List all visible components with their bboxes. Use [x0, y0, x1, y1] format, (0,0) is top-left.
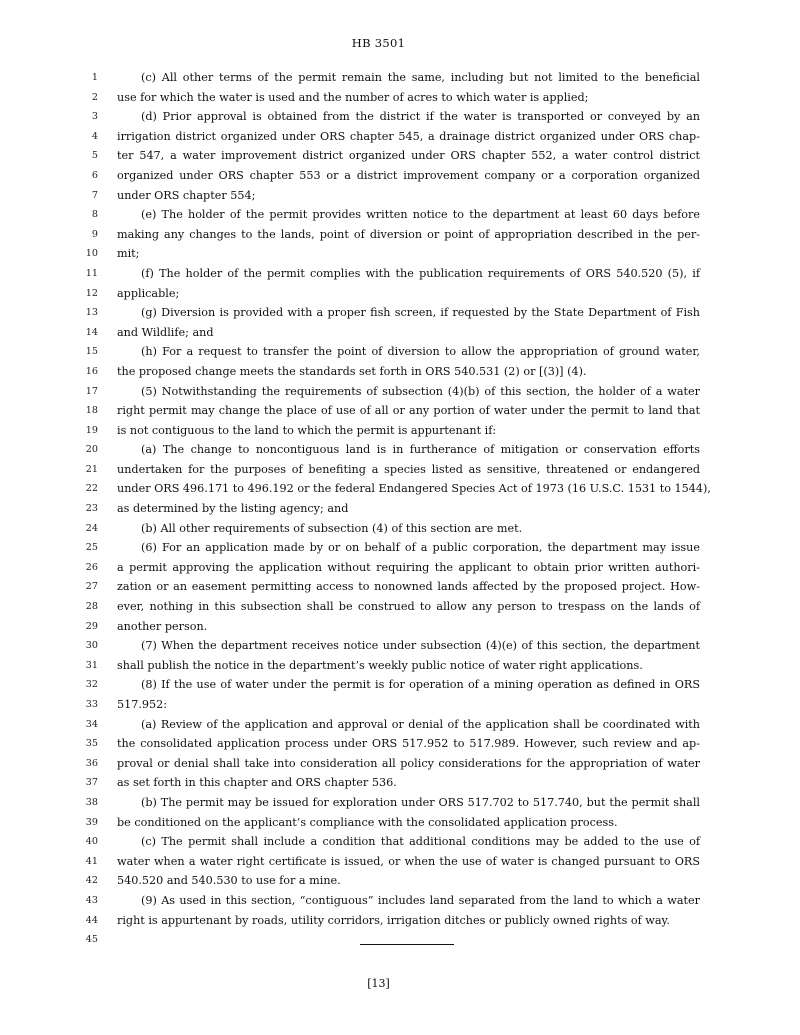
- line-number: 11: [85, 267, 98, 279]
- bill-line: [60, 715, 700, 735]
- bill-line: [60, 68, 700, 88]
- line-text: 540.520 and 540.530 to use for a mine.: [117, 874, 341, 888]
- line-number: 3: [91, 111, 98, 123]
- line-number: 40: [85, 836, 98, 848]
- bill-line: [60, 264, 700, 284]
- bill-line: [60, 284, 700, 304]
- line-text: a permit approving the application without requiring the applicant to obtain prior written authori-: [117, 560, 700, 574]
- bill-line: [60, 675, 700, 695]
- line-number: 19: [85, 424, 98, 436]
- bill-line: [60, 440, 700, 460]
- line-text: (e) The holder of the permit provides written notice to the department at least 60 days before: [141, 208, 700, 222]
- line-text: applicable;: [117, 286, 180, 300]
- end-of-text-rule: [360, 944, 454, 945]
- line-number: 43: [85, 894, 98, 906]
- line-text: (c) All other terms of the permit remain the same, including but not limited to the beneficial: [141, 71, 700, 84]
- bill-line: [60, 871, 700, 891]
- line-text: (8) If the use of water under the permit is for operation of a mining operation as defined in ORS: [141, 678, 700, 692]
- line-number: 31: [85, 659, 98, 671]
- bill-line: [60, 519, 700, 539]
- line-number: 21: [85, 463, 98, 475]
- line-number: 37: [85, 777, 98, 789]
- bill-line: [60, 146, 700, 166]
- line-number: 20: [85, 444, 98, 456]
- line-number: 15: [85, 346, 98, 358]
- line-number: 13: [85, 307, 98, 319]
- bill-line: [60, 577, 700, 597]
- bill-line: [60, 88, 700, 108]
- bill-line: [60, 695, 700, 715]
- bill-line: [60, 225, 700, 245]
- line-number: 12: [85, 287, 98, 299]
- line-number: 5: [91, 150, 98, 162]
- bill-line: [60, 597, 700, 617]
- bill-line: [60, 734, 700, 754]
- bill-line: [60, 617, 700, 637]
- line-text: irrigation district organized under ORS chapter 545, a drainage district organized under ORS chap-: [117, 129, 700, 143]
- line-number: 38: [85, 796, 98, 808]
- bill-line: [60, 323, 700, 343]
- line-number: 28: [85, 601, 98, 613]
- line-text: use for which the water is used and the number of acres to which water is applied;: [117, 90, 589, 104]
- line-number: 4: [91, 130, 98, 142]
- bill-line: [60, 656, 700, 676]
- line-number: 8: [91, 209, 98, 221]
- line-text: (7) When the department receives notice under subsection (4)(e) of this section, the department: [141, 639, 700, 653]
- line-text: (c) The permit shall include a condition that additional conditions may be added to the use of: [141, 835, 700, 849]
- line-text: shall publish the notice in the department’s weekly public notice of water right applications.: [117, 658, 643, 672]
- line-number: 6: [91, 169, 98, 181]
- line-text: (6) For an application made by or on behalf of a public corporation, the department may issue: [141, 541, 700, 555]
- line-text: the proposed change meets the standards set forth in ORS 540.531 (2) or [(3)] (4).: [117, 364, 587, 378]
- line-number: 33: [85, 699, 98, 710]
- bill-line: [60, 107, 700, 127]
- line-number: 34: [85, 718, 98, 730]
- line-number: 16: [85, 365, 98, 377]
- line-text: as set forth in this chapter and ORS chapter 536.: [117, 776, 397, 790]
- bill-line: [60, 930, 700, 950]
- line-number: 45: [85, 934, 98, 946]
- bill-line: [60, 479, 711, 499]
- line-number: 14: [85, 326, 98, 338]
- bill-line: [60, 401, 700, 421]
- bill-line: [60, 773, 700, 793]
- line-number: 32: [85, 679, 98, 691]
- line-number: 42: [85, 875, 98, 887]
- line-number: 1: [91, 72, 98, 83]
- line-text: undertaken for the purposes of benefiting a species listed as sensitive, threatened or endangered: [117, 462, 700, 476]
- line-text: another person.: [117, 619, 208, 633]
- line-number: 29: [85, 620, 98, 632]
- bill-line: [60, 460, 700, 480]
- bill-line: [60, 852, 700, 872]
- bill-line: [60, 421, 700, 441]
- line-number: 23: [85, 503, 98, 515]
- line-number: 22: [85, 483, 98, 495]
- bill-text-body: [60, 68, 711, 950]
- bill-line: [60, 558, 700, 578]
- page-number: [13]: [367, 977, 390, 990]
- line-text: (a) Review of the application and approval or denial of the application shall be coordinated with: [141, 717, 700, 731]
- line-text: under ORS chapter 554;: [117, 188, 256, 202]
- bill-line: [60, 127, 700, 147]
- line-number: 39: [85, 816, 98, 828]
- line-number: 7: [91, 189, 98, 201]
- line-number: 41: [85, 855, 98, 867]
- line-text: right permit may change the place of use of all or any portion of water under the permit to land that: [117, 404, 700, 418]
- bill-line: [60, 499, 700, 519]
- line-text: right is appurtenant by roads, utility corridors, irrigation ditches or publicly owned rights of way.: [117, 913, 670, 927]
- line-number: 17: [85, 385, 98, 397]
- line-text: ever, nothing in this subsection shall be construed to allow any person to trespass on the lands of: [117, 600, 700, 614]
- line-number: 36: [85, 757, 98, 769]
- line-text: (9) As used in this section, “contiguous” includes land separated from the land to which a water: [141, 893, 700, 907]
- bill-line: [60, 754, 700, 774]
- line-number: 2: [91, 91, 98, 103]
- line-number: 26: [85, 561, 98, 573]
- line-text: organized under ORS chapter 553 or a district improvement company or a corporation organized: [117, 168, 700, 182]
- line-text: under ORS 496.171 to 496.192 or the federal Endangered Species Act of 1973 (16 U.S.C. 1531 to 1544),: [117, 482, 711, 496]
- bill-line: [60, 382, 700, 402]
- line-number: 44: [85, 914, 98, 926]
- line-number: 18: [85, 405, 98, 417]
- line-text: (5) Notwithstanding the requirements of subsection (4)(b) of this section, the holder of a water: [141, 384, 700, 398]
- page-header: HB 3501: [351, 36, 406, 50]
- line-text: as determined by the listing agency; and: [117, 502, 349, 516]
- bill-line: [60, 166, 700, 186]
- bill-line: [60, 186, 700, 206]
- bill-line: [60, 793, 700, 813]
- bill-line: [60, 538, 700, 558]
- line-text: and Wildlife; and: [117, 325, 214, 339]
- line-text: (b) All other requirements of subsection (4) of this section are met.: [141, 521, 523, 535]
- line-text: zation or an easement permitting access to nonowned lands affected by the proposed project. How-: [117, 580, 700, 594]
- bill-line: [60, 205, 700, 225]
- line-number: 10: [85, 248, 98, 260]
- line-number: 25: [85, 542, 98, 554]
- bill-line: [60, 832, 700, 852]
- line-text: (h) For a request to transfer the point of diversion to allow the appropriation of ground water,: [141, 345, 700, 359]
- bill-line: [60, 636, 700, 656]
- line-text: ter 547, a water improvement district organized under ORS chapter 552, a water control district: [117, 149, 700, 163]
- line-text: mit;: [117, 247, 140, 261]
- bill-line: [60, 244, 700, 264]
- line-text: making any changes to the lands, point of diversion or point of appropriation described in the per-: [117, 227, 700, 241]
- line-number: 24: [85, 522, 98, 534]
- bill-line: [60, 362, 700, 382]
- line-number: 27: [85, 581, 98, 593]
- line-text: (f) The holder of the permit complies with the publication requirements of ORS 540.520 (5), if: [141, 266, 700, 280]
- line-number: 9: [91, 228, 98, 240]
- bill-line: [60, 911, 700, 931]
- bill-line: [60, 813, 700, 833]
- line-text: (d) Prior approval is obtained from the district if the water is transported or conveyed by an: [141, 110, 700, 124]
- line-text: proval or denial shall take into consideration all policy considerations for the appropriation of water: [117, 756, 700, 770]
- line-number: 30: [85, 640, 98, 652]
- line-text: water when a water right certificate is issued, or when the use of water is changed pursuant to ORS: [117, 854, 700, 868]
- line-text: (a) The change to noncontiguous land is in furtherance of mitigation or conservation efforts: [141, 443, 700, 457]
- bill-line: [60, 891, 700, 911]
- line-text: (g) Diversion is provided with a proper fish screen, if requested by the State Department of Fish: [141, 306, 700, 320]
- bill-line: [60, 342, 700, 362]
- bill-line: [60, 303, 700, 323]
- line-text: (b) The permit may be issued for exploration under ORS 517.702 to 517.740, but the permit shall: [141, 795, 700, 809]
- line-text: be conditioned on the applicant’s compliance with the consolidated application process.: [117, 815, 618, 829]
- line-text: is not contiguous to the land to which the permit is appurtenant if:: [117, 423, 497, 437]
- line-text: 517.952:: [117, 698, 168, 711]
- line-text: the consolidated application process under ORS 517.952 to 517.989. However, such review and ap-: [117, 737, 700, 751]
- line-number: 35: [85, 738, 98, 750]
